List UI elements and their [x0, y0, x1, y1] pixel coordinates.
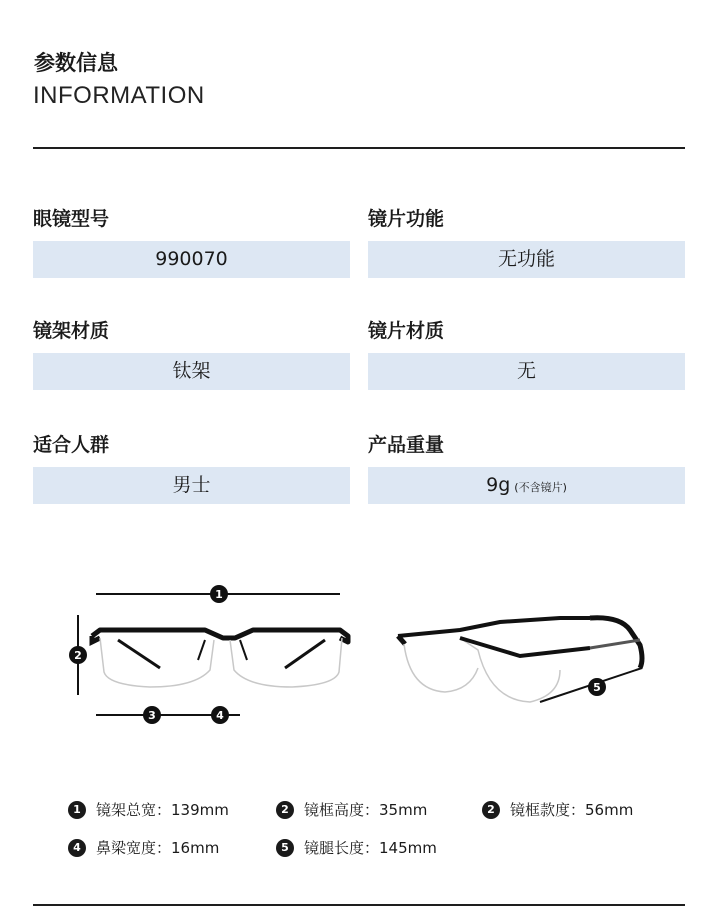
section-title-en: INFORMATION — [33, 82, 205, 109]
spec-label: 适合人群 — [33, 434, 110, 456]
spec-audience — [33, 430, 350, 504]
spec-label: 镜片功能 — [368, 208, 445, 230]
legend-text: 镜框高度：35mm — [304, 801, 428, 819]
marker-4 — [211, 706, 229, 724]
spec-value: 990070 — [33, 241, 350, 278]
marker-1 — [210, 585, 228, 603]
spec-value: 男士 — [33, 467, 350, 504]
svg-text:4: 4 — [216, 709, 224, 722]
top-divider — [33, 147, 685, 149]
legend-number-badge: 2 — [276, 801, 294, 819]
spec-value: 无功能 — [368, 241, 685, 278]
legend-number-badge: 5 — [276, 839, 294, 857]
spec-weight — [368, 430, 685, 504]
svg-text:5: 5 — [593, 681, 601, 694]
legend-text: 镜架总宽：139mm — [96, 801, 229, 819]
legend-number-badge: 4 — [68, 839, 86, 857]
legend-text: 镜腿长度：145mm — [304, 839, 437, 857]
spec-value: 钛架 — [33, 353, 350, 390]
marker-2 — [69, 646, 87, 664]
legend-item-temple-length — [276, 837, 437, 858]
spec-model — [33, 204, 350, 278]
svg-text:3: 3 — [148, 709, 156, 722]
svg-text:1: 1 — [215, 588, 223, 601]
spec-value: 无 — [368, 353, 685, 390]
section-title-cn: 参数信息 — [34, 51, 118, 75]
spec-label: 镜片材质 — [368, 320, 445, 342]
weight-note: (不含镜片) — [514, 481, 567, 494]
bottom-divider — [33, 904, 685, 906]
legend-number-badge: 1 — [68, 801, 86, 819]
spec-label: 镜架材质 — [33, 320, 110, 342]
front-view-glasses — [92, 630, 348, 687]
legend-text: 镜框款度：56mm — [510, 801, 634, 819]
spec-lens-function — [368, 204, 685, 278]
spec-lens-material — [368, 316, 685, 390]
svg-text:2: 2 — [74, 649, 82, 662]
legend-number-badge: 2 — [482, 801, 500, 819]
spec-frame-material — [33, 316, 350, 390]
legend-text: 鼻梁宽度：16mm — [96, 839, 220, 857]
legend-item-frame-height — [276, 799, 427, 820]
spec-value — [368, 467, 685, 504]
marker-3 — [143, 706, 161, 724]
glasses-dimension-diagram — [0, 560, 720, 740]
legend-item-bridge-width — [68, 837, 219, 858]
legend-item-total-width — [68, 799, 229, 820]
spec-label: 产品重量 — [368, 434, 445, 456]
spec-label: 眼镜型号 — [33, 208, 110, 230]
weight-value: 9g — [486, 474, 511, 496]
marker-5 — [588, 678, 606, 696]
legend-item-frame-width — [482, 799, 633, 820]
